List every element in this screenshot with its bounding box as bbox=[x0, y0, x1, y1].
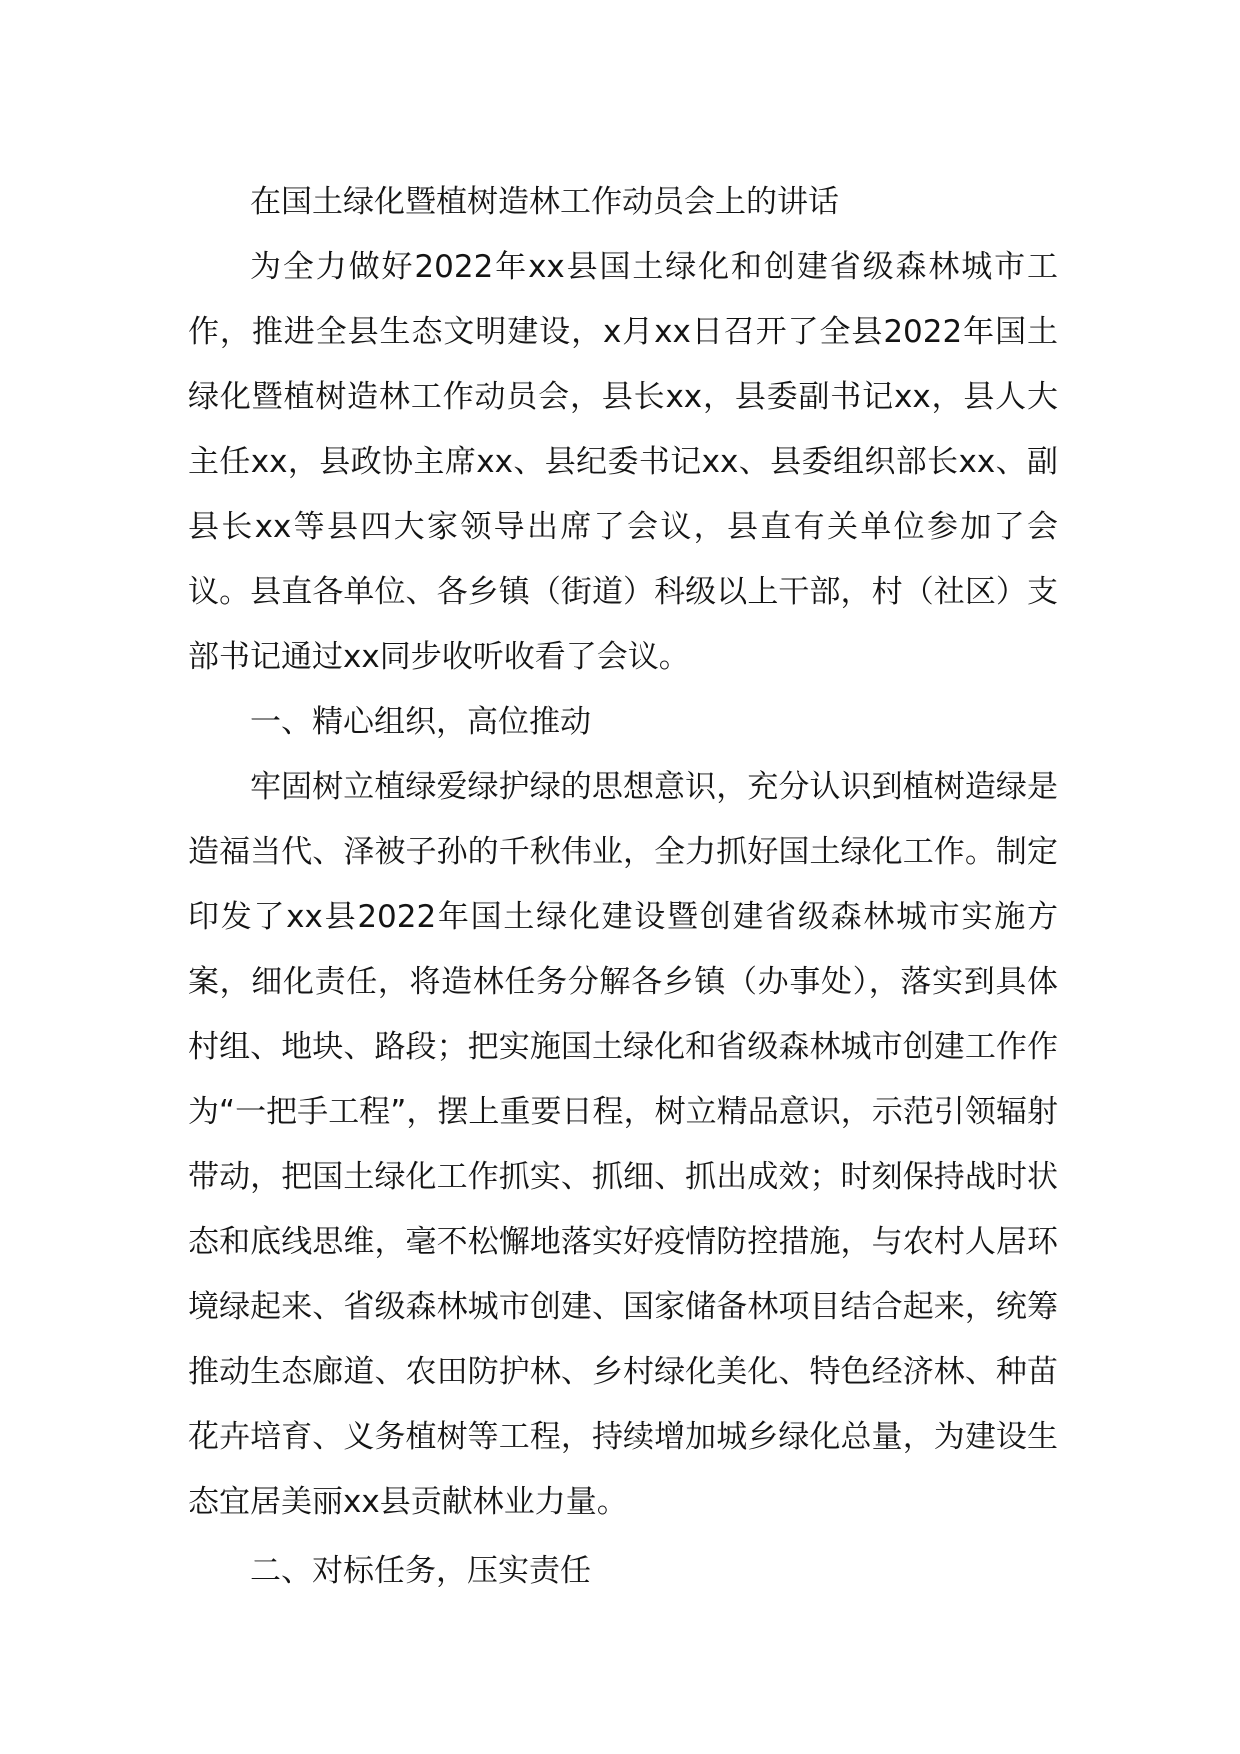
section-heading-2: 二、对标任务，压实责任 bbox=[250, 1553, 591, 1589]
document-title: 在国土绿化暨植树造林工作动员会上的讲话 bbox=[250, 184, 839, 220]
section-heading-1: 一、精心组织，高位推动 bbox=[250, 704, 591, 740]
intro-paragraph: 为全力做好2022年xx县国土绿化和创建省级森林城市工作，推进全县生态文明建设，x月xx日召开了全县2022年国土绿化暨植树造林工作动员会，县长xx，县委副书记xx，县人大主任xx，县政协主席xx、县纪委书记xx、县委组织部长xx、副县长xx等县四大家领导出席了会议，县直有关单位参加了会议。县直各单位、各乡镇（街道）科级以上干部，村（社区）支部书记通过xx同步收听收看了会议。 bbox=[188, 249, 1058, 675]
section-body-1: 牢固树立植绿爱绿护绿的思想意识，充分认识到植树造绿是造福当代、泽被子孙的千秋伟业，全力抓好国土绿化工作。制定印发了xx县2022年国土绿化建设暨创建省级森林城市实施方案，细化责任，将造林任务分解各乡镇（办事处），落实到具体村组、地块、路段；把实施国土绿化和省级森林城市创建工作作为“一把手工程”，摆上重要日程，树立精品意识，示范引领辐射带动，把国土绿化工作抓实、抓细、抓出成效；时刻保持战时状态和底线思维，毫不松懈地落实好疫情防控措施，与农村人居环境绿起来、省级森林城市创建、国家储备林项目结合起来，统筹推动生态廊道、农田防护林、乡村绿化美化、特色经济林、种苗花卉培育、义务植树等工程，持续增加城乡绿化总量，为建设生态宜居美丽xx县贡献林业力量。 bbox=[188, 769, 1058, 1520]
document-body bbox=[188, 170, 1058, 1604]
